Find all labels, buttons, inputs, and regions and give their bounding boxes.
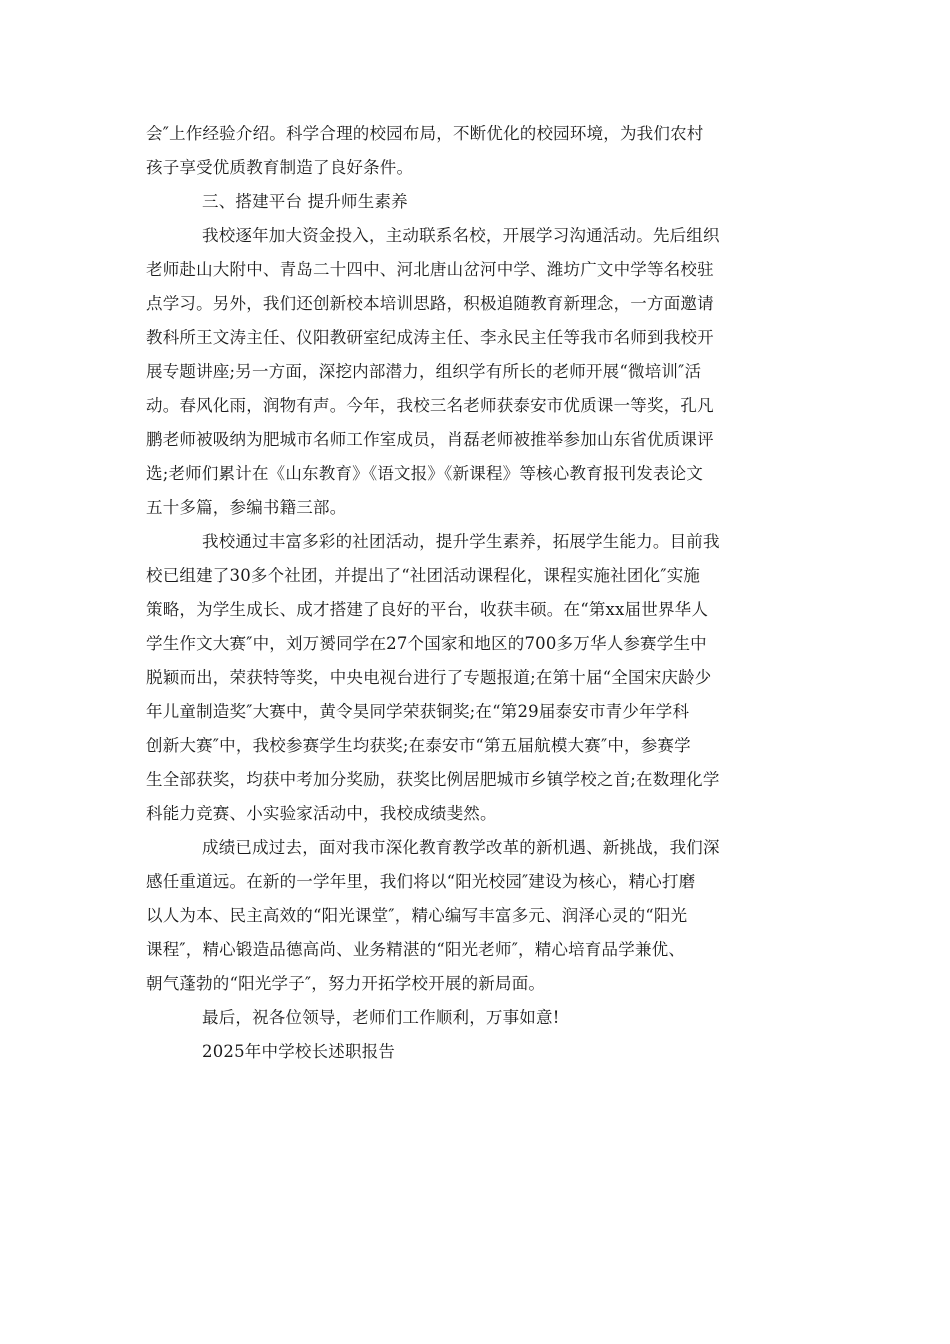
text-line: 展专题讲座;另一方面，深挖内部潜力，组织学有所长的老师开展“微培训″活 [146, 362, 702, 381]
text-line: 创新大赛″中，我校参赛学生均获奖;在泰安市“第五届航模大赛″中，参赛学 [146, 736, 691, 755]
paragraph [146, 525, 806, 831]
text-line: 成绩已成过去，面对我市深化教育教学改革的新机遇、新挑战，我们深 [202, 838, 720, 857]
text-line: 以人为本、民主高效的“阳光课堂″，精心编写丰富多元、润泽心灵的“阳光 [146, 906, 688, 925]
text-line: 2025年中学校长述职报告 [202, 1042, 396, 1061]
text-line: 我校逐年加大资金投入，主动联系名校，开展学习沟通活动。先后组织 [202, 226, 720, 245]
paragraph [146, 831, 806, 1001]
text-line: 策略，为学生成长、成才搭建了良好的平台，收获丰硕。在“第xx届世界华人 [146, 600, 709, 619]
text-line: 动。春风化雨，润物有声。今年，我校三名老师获泰安市优质课一等奖，孔凡 [146, 396, 714, 415]
text-line: 点学习。另外，我们还创新校本培训思路，积极追随教育新理念，一方面邀请 [146, 294, 714, 313]
text-line: 年儿童制造奖″大赛中，黄令昊同学荣获铜奖;在“第29届泰安市青少年学科 [146, 702, 690, 721]
paragraph [146, 1001, 806, 1035]
text-line: 孩子享受优质教育制造了良好条件。 [146, 158, 414, 177]
text-line: 老师赴山大附中、青岛二十四中、河北唐山岔河中学、潍坊广文中学等名校驻 [146, 260, 714, 279]
text-line: 生全部获奖，均获中考加分奖励，获奖比例居肥城市乡镇学校之首;在数理化学 [146, 770, 720, 789]
paragraph [146, 185, 806, 219]
text-line: 教科所王文涛主任、仪阳教研室纪成涛主任、李永民主任等我市名师到我校开 [146, 328, 714, 347]
document-body [146, 117, 806, 1069]
text-line: 科能力竞赛、小实验家活动中，我校成绩斐然。 [146, 804, 497, 823]
text-line: 课程″，精心锻造品德高尚、业务精湛的“阳光老师″，精心培育品学兼优、 [146, 940, 686, 959]
paragraph [146, 219, 806, 525]
paragraph [146, 117, 806, 185]
text-line: 会″上作经验介绍。科学合理的校园布局，不断优化的校园环境，为我们农村 [146, 124, 704, 143]
text-line: 学生作文大赛″中，刘万赟同学在27个国家和地区的700多万华人参赛学生中 [146, 634, 707, 653]
text-line: 我校通过丰富多彩的社团活动，提升学生素养，拓展学生能力。目前我 [202, 532, 720, 551]
text-line: 三、搭建平台 提升师生素养 [202, 192, 408, 211]
text-line: 校已组建了30多个社团，并提出了“社团活动课程化，课程实施社团化″实施 [146, 566, 701, 585]
text-line: 朝气蓬勃的“阳光学子″，努力开拓学校开展的新局面。 [146, 974, 546, 993]
text-line: 感任重道远。在新的一学年里，我们将以“阳光校园″建设为核心，精心打磨 [146, 872, 696, 891]
text-line: 五十多篇，参编书籍三部。 [146, 498, 347, 517]
text-line: 最后，祝各位领导，老师们工作顺利，万事如意! [202, 1008, 560, 1027]
paragraph [146, 1035, 806, 1069]
text-line: 脱颖而出，荣获特等奖，中央电视台进行了专题报道;在第十届“全国宋庆龄少 [146, 668, 712, 687]
text-line: 鹏老师被吸纳为肥城市名师工作室成员，肖磊老师被推举参加山东省优质课评 [146, 430, 714, 449]
text-line: 选;老师们累计在《山东教育》《语文报》《新课程》等核心教育报刊发表论文 [146, 464, 704, 483]
